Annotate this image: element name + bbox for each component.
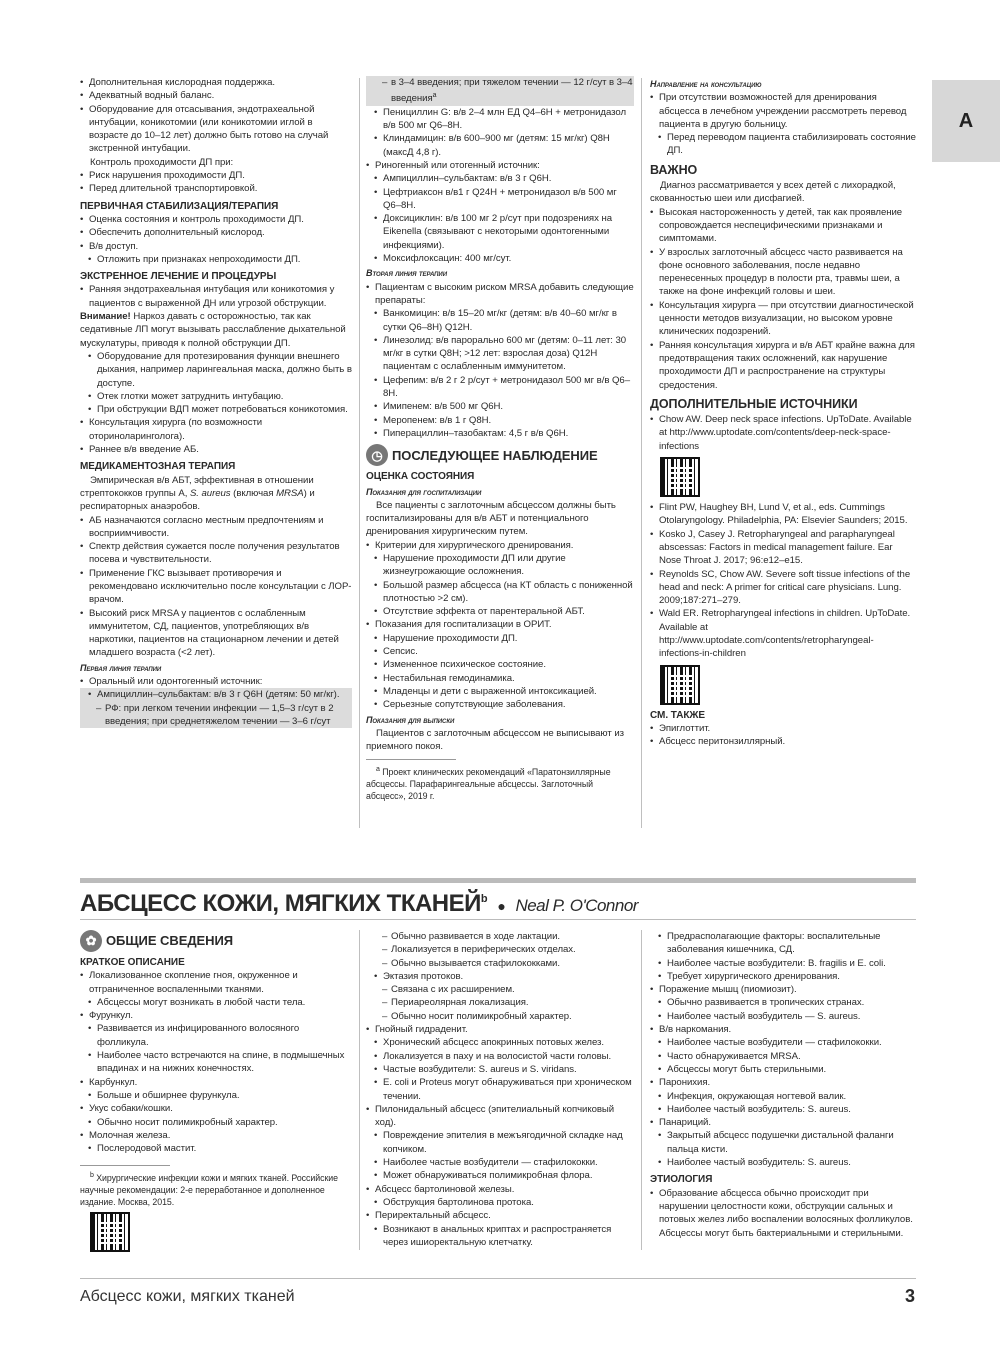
list-item: • Ампициллин–сульбактам: в/в 3 г Q6H. [366,172,634,185]
list-item: • У взрослых заглоточный абсцесс часто развивается на фоне основного заболевания, после недавно перенесенных процедур в полости рта, травмы шеи, а также на фоне инфекций головы и шеи. [650,246,916,299]
text-run: в 3–4 введения; при тяжелом течении — 12 г/сут в 3–4 введения [391,77,633,105]
list-item: • Послеродовой мастит. [80,1142,352,1155]
section-heading: ПЕРВИЧНАЯ СТАБИЛИЗАЦИЯ/ТЕРАПИЯ [80,200,279,212]
list-item: • Периректальный абсцесс. [366,1209,634,1222]
list-item: • Фурункул. [80,1009,352,1022]
list-item: • Риск нарушения проходимости ДП. [80,169,352,182]
top-column-2 [366,76,634,802]
column-divider [641,930,642,1250]
article-title [80,890,638,918]
footnote [366,764,634,802]
paragraph: Все пациенты с заглоточным абсцессом должны быть госпитализированы для в/в АБТ и потенциального дренирования хирургическим путем. [366,499,616,538]
list-item: – Обычно развивается в ходе лактации. [366,930,634,943]
list-item: • В/в доступ. [80,240,352,253]
list-item: • Отсутствие эффекта от парентеральной АБТ. [366,605,634,618]
section-heading: ОЦЕНКА СОСТОЯНИЯ [366,471,475,483]
article-title-text: АБСЦЕСС КОЖИ, МЯГКИХ ТКАНЕЙ [80,890,481,917]
paragraph: Диагноз рассматривается у всех детей с лихорадкой, скованностью шеи или дисфагией. [650,180,896,205]
list-item: • Наиболее частые возбудители — стафилококки. [366,1156,634,1169]
list-item: • Больше и обширнее фурункула. [80,1089,352,1102]
alphabet-tab [932,80,1000,162]
section-title-text: ОБЩИЕ СВЕДЕНИЯ [106,933,234,949]
list-item: • Серьезные сопутствующие заболевания. [366,698,634,711]
list-item: • Оборудование для протезирования функции внешнего дыхания, например ларингеальная маска, должно быть в доступе. [80,350,352,390]
section-title [80,930,352,952]
list-item: • Панариций. [650,1116,916,1129]
list-item: • Обструкция бартолинова протока. [366,1196,634,1209]
list-item: • В/в наркомания. [650,1023,916,1036]
reference-item: • Flint PW, Haughey BH, Lund V, et al., eds. Cummings Otolaryngology. Philadelphia, PA: Elsevier Saunders; 2015. [650,501,916,528]
see-also-link[interactable]: • Абсцесс перитонзиллярный. [650,735,916,748]
list-item: • Консультация хирурга (по возможности оториноларинголога). [80,416,352,443]
text-run: S. aureus [189,487,231,499]
list-item: • Обычно развивается в тропических странах. [650,996,916,1009]
list-item: • Обеспечить дополнительный кислород. [80,226,352,239]
subsection-heading: Вторая линия терапии [366,268,447,279]
subsection-heading: Показания для госпитализации [366,486,482,497]
list-item: • Ранняя эндотрахеальная интубация или коникотомия у пациентов с выраженной ДН или угрозой обструкции. [80,283,352,310]
list-item: – Обычно вызывается стафилококками. [366,957,634,970]
list-item: • Отложить при признаках непроходимости ДП. [80,253,352,266]
list-item: • Цефепим: в/в 2 г 2 р/сут + метронидазол 500 мг в/в Q6–8H. [366,374,634,401]
list-item: • Паронихия. [650,1076,916,1089]
list-item: • Локализуется в паху и на волосистой части головы. [366,1050,634,1063]
section-title [366,444,634,466]
list-item: • Локализованное скопление гноя, окруженное и отграниченное воспаленными тканями. [80,969,352,996]
list-item: • Моксифлоксацин: 400 мг/сут. [366,252,634,265]
list-item: • Обычно носит полимикробный характер. [80,1116,352,1129]
list-item: • Консультация хирурга — при отсутствии диагностической ценности методов визуализации, но высоком уровне клинических подозрений. [650,299,916,339]
list-item: • Нарушение проходимости ДП или другие жизнеугрожающие осложнения. [366,552,634,579]
list-item: • Наиболее частый возбудитель: S. aureus. [650,1156,916,1169]
list-item: • Эктазия протоков. [366,970,634,983]
footnote-text: Хирургические инфекции кожи и мягких тканей. Российские научные рекомендации: 2-е переработанное и дополненное издание. Москва, 2015. [80,1173,338,1208]
list-item: • Меропенем: в/в 1 г Q8H. [366,414,634,427]
list-item: • Высокий риск MRSA у пациентов с ослабленным иммунитетом, СД, пациентов, употребляющих в/в наркотики, пациентов на стационарном лечении и детей младшего возраста (<2 лет). [80,607,352,660]
list-item: • Цефтриаксон в/в1 г Q24H + метронидазол в/в 500 мг Q6–8H. [366,186,634,213]
list-item: • При обструкции ВДП может потребоваться коникотомия. [80,403,352,416]
subsection-heading: Направление на консультацию [650,79,762,89]
top-column-3 [650,76,916,748]
list-item: • Может обнаруживаться полимикробная флора. [366,1169,634,1182]
top-column-1 [80,76,352,728]
list-item: • Предрасполагающие факторы: воспалительные заболевания кишечника, СД. [650,930,916,957]
footer-rule [80,1278,916,1279]
section-heading: ВАЖНО [650,162,698,177]
footnote [80,1170,352,1208]
list-item: • Ранняя консультация хирурга и в/в АБТ крайне важна для предотвращения таких осложнений, как нарушение проходимости ДП и распространение на структуры средостения. [650,339,916,392]
list-item: • Оборудование для отсасывания, эндотрахеальной интубации, коникотомии (или коникотомии иглой в возрасте до 10–12 лет) должно быть готово на случай экстренной интубации. [80,103,352,156]
list-item: • E. coli и Proteus могут обнаруживаться при хроническом течении. [366,1076,634,1103]
column-divider [359,78,360,828]
column-divider [641,78,642,828]
article-author: Neal P. O'Connor [515,896,638,915]
article-column-1 [80,926,352,1256]
list-item: • Гнойный гидраденит. [366,1023,634,1036]
list-item: • Большой размер абсцесса (на КТ область с пониженной плотностью >2 см). [366,579,634,606]
list-item: • Нарушение проходимости ДП. [366,632,634,645]
list-item: • Поражение мышц (пиомиозит). [650,983,916,996]
list-item: • Наиболее часто встречаются на спине, в подмышечных впадинах и на нижних конечностях. [80,1049,352,1076]
list-item: • Спектр действия сужается после получения результатов посева и чувствительности. [80,540,352,567]
list-item: • Перед длительной транспортировкой. [80,182,352,195]
footnote-rule [366,759,456,760]
list-item: • Укус собаки/кошки. [80,1102,352,1115]
list-item: • Часто обнаруживается MRSA. [650,1050,916,1063]
list-item: • Отек глотки может затруднить интубацию. [80,390,352,403]
list-item: • Перед переводом пациента стабилизировать состояние ДП. [650,131,916,158]
list-item: • Наиболее частые возбудители — стафилококки. [650,1036,916,1049]
list-item: • Ампициллин–сульбактам: в/в 3 г Q6H (детям: 50 мг/кг). [80,688,352,701]
qr-code-icon[interactable] [660,665,700,705]
list-item: • Ванкомицин: в/в 15–20 мг/кг (детям: в/в 40–60 мг/кг в сутки Q6–8H) Q12H. [366,307,634,334]
text-run: MRSA [276,487,304,499]
list-item: • Показания для госпитализации в ОРИТ. [366,618,634,631]
text-run: Эмпирическая в/в АБТ, эффективная в отношении стрептококков группы А, [80,474,314,499]
list-item: • Высокая настороженность у детей, так как проявление сопровождается неспецифическими признаками и симптомами. [650,206,916,246]
footnote-ref: b [480,893,488,905]
section-heading: МЕДИКАМЕНТОЗНАЯ ТЕРАПИЯ [80,461,236,473]
list-item [366,76,634,106]
list-item: • Критерии для хирургического дренирования. [366,539,634,552]
subsection-heading: Первая линия терапии [80,662,162,673]
attention-label: Внимание! [80,311,131,323]
list-item: • Образование абсцесса обычно происходит при нарушении целостности кожи, обструкции сальных и потовых желез либо воспалении волосяных фолликулов. Абсцессы могут быть бактериальными и стерильными. [650,1187,916,1240]
footnote-mark: b [90,1172,94,1180]
list-item: • Риногенный или отогенный источник: [366,159,634,172]
list-item: – Локализуется в периферических отделах. [366,943,634,956]
followup-icon: ◷ [366,444,388,466]
qr-code-icon[interactable] [90,1212,130,1252]
list-item: • Наиболее частый возбудитель: S. aureus. [650,1103,916,1116]
section-heading: СМ. ТАКЖЕ [650,709,706,721]
attention-text: Наркоз давать с осторожностью, так как седативные ЛП могут вызывать расслабление дыхательной мускулатуры, приводя к полной обструкции ДП. [80,311,346,349]
general-info-icon: ✿ [80,930,102,952]
see-also-link[interactable]: • Эпиглоттит. [650,722,916,735]
list-item: • Абсцесс бартолиновой железы. [366,1183,634,1196]
qr-code-icon[interactable] [660,457,700,497]
list-item: • Повреждение эпителия в межъягодичной складке над копчиком. [366,1129,634,1156]
article-column-3 [650,930,916,1240]
list-item: • Пилонидальный абсцесс (эпителиальный копчиковый ход). [366,1103,634,1130]
section-heading: ЭКСТРЕННОЕ ЛЕЧЕНИЕ И ПРОЦЕДУРЫ [80,271,277,283]
reference-item[interactable]: • Chow AW. Deep neck space infections. UpToDate. Available at http://www.uptodate.com/contents/deep-neck-space-infections [650,413,916,453]
section-heading: ДОПОЛНИТЕЛЬНЫЕ ИСТОЧНИКИ [650,396,858,411]
list-item: • Адекватный водный баланс. [80,89,352,102]
list-item: • Раннее в/в введение АБ. [80,443,352,456]
article-column-2 [366,930,634,1249]
paragraph: Контроль проходимости ДП при: [90,156,234,168]
list-item: • Закрытый абсцесс подушечки дистальной фаланги пальца кисти. [650,1129,916,1156]
reference-item[interactable]: • Wald ER. Retropharyngeal infections in children. UpToDate. Available at http://www.uptodate.com/contents/retropharyngeal-infections-in-children [650,607,916,660]
list-item: • Молочная железа. [80,1129,352,1142]
list-item: • Абсцессы могут возникать в любой части тела. [80,996,352,1009]
list-item: – Периареолярная локализация. [366,996,634,1009]
list-item: • Нестабильная гемодинамика. [366,672,634,685]
list-item: – Обычно носит полимикробный характер. [366,1010,634,1023]
paragraph [80,474,352,514]
list-item: • Измененное психическое состояние. [366,658,634,671]
page-number: 3 [905,1286,916,1306]
list-item: • Оценка состояния и контроль проходимости ДП. [80,213,352,226]
list-item: • Пиперациллин–тазобактам: 4,5 г в/в Q6H. [366,427,634,440]
list-item: • Хронический абсцесс апокринных потовых желез. [366,1036,634,1049]
attention-paragraph [80,310,352,350]
list-item: • Абсцессы могут быть стерильными. [650,1063,916,1076]
list-item: • Возникают в анальных криптах и распространяется через ишиоректальную клетчатку. [366,1223,634,1250]
list-item: • Наиболее частые возбудители: B. fragilis и E. coli. [650,957,916,970]
article-rule [80,919,916,920]
list-item: • Применение ГКС вызывает противоречия и рекомендовано исключительно после консультации с ЛОР-врачом. [80,567,352,607]
running-title: Абсцесс кожи, мягких тканей [80,1288,295,1305]
column-divider [359,930,360,1250]
list-item: • АБ назначаются согласно местным предпочтениям и восприимчивости. [80,514,352,541]
footnote-ref: а [432,92,437,100]
reference-item: • Kosko J, Casey J. Retropharyngeal and parapharyngeal abscessas: Factors in medical management failure. Ear Nose Throat J. 2017; 96:e12–e15. [650,528,916,568]
list-item: • Пенициллин G: в/в 2–4 млн ЕД Q4–6H + метронидазол в/в 500 мг Q6–8H. [366,106,634,133]
list-item: – Связана с их расширением. [366,983,634,996]
list-item: • Клиндамицин: в/в 600–900 мг (детям: 15 мг/кг) Q8H (максД 4,8 г). [366,132,634,159]
list-item: • Имипенем: в/в 500 мг Q6H. [366,400,634,413]
footnote-rule [80,1165,170,1166]
section-heading: ЭТИОЛОГИЯ [650,1174,713,1186]
list-item: • Инфекция, окружающая ногтевой валик. [650,1090,916,1103]
title-bullet: ● [497,898,506,914]
section-heading: КРАТКОЕ ОПИСАНИЕ [80,957,185,968]
footnote-text: Проект клинических рекомендаций «Паратонзиллярные абсцессы. Парафарингеальные абсцессы. Заглоточный абсцесс», 2019 г. [366,767,611,802]
list-item: • При отсутствии возможностей для дренирования абсцесса в лечебном учреждении рассмотреть перевод пациента в другую больницу. [650,91,916,131]
list-item: • Доксициклин: в/в 100 мг 2 р/сут при подозрениях на Eikenella (связывают с некоторыми одонтогенными инфекциями). [366,212,634,252]
text-run: (включая [230,487,277,499]
list-item: • Линезолид: в/в парорально 600 мг (детям: 0–11 лет: 30 мг/кг в сутки Q8H; >12 лет: взрослая доза) Q12H пациентам с ослабленным иммунитетом. [366,334,634,374]
list-item: • Развивается из инфицированного волосяного фолликула. [80,1022,352,1049]
list-item: • Карбункул. [80,1076,352,1089]
list-item: • Требует хирургического дренирования. [650,970,916,983]
list-item: – РФ: при легком течении инфекции — 1,5–3 г/сут в 2 введения; при среднетяжелом течении — 3–6 г/сут [80,702,352,729]
list-item: • Наиболее частый возбудитель — S. aureus. [650,1010,916,1023]
list-item: • Оральный или одонтогенный источник: [80,675,352,688]
list-item: • Частые возбудители: S. aureus и S. viridans. [366,1063,634,1076]
article-rule [80,878,916,883]
reference-item: • Reynolds SC, Chow AW. Severe soft tissue infections of the head and neck: A primer for critical care physicians. Lung. 2009;187:271–279. [650,568,916,608]
paragraph: Пациентов с заглоточным абсцессом не выписывают из приемного покоя. [366,727,624,753]
list-item: • Сепсис. [366,645,634,658]
list-item: • Дополнительная кислородная поддержка. [80,76,352,89]
list-item: • Пациентам с высоким риском MRSA добавить следующие препараты: [366,281,634,308]
section-title-text: ПОСЛЕДУЮЩЕЕ НАБЛЮДЕНИЕ [392,447,598,463]
list-item: • Младенцы и дети с выраженной интоксикацией. [366,685,634,698]
footnote-mark: а [376,766,380,774]
subsection-heading: Показания для выписки [366,714,455,725]
text-run: ) и респираторных анаэробов. [80,487,315,513]
tab-letter: А [958,109,974,132]
